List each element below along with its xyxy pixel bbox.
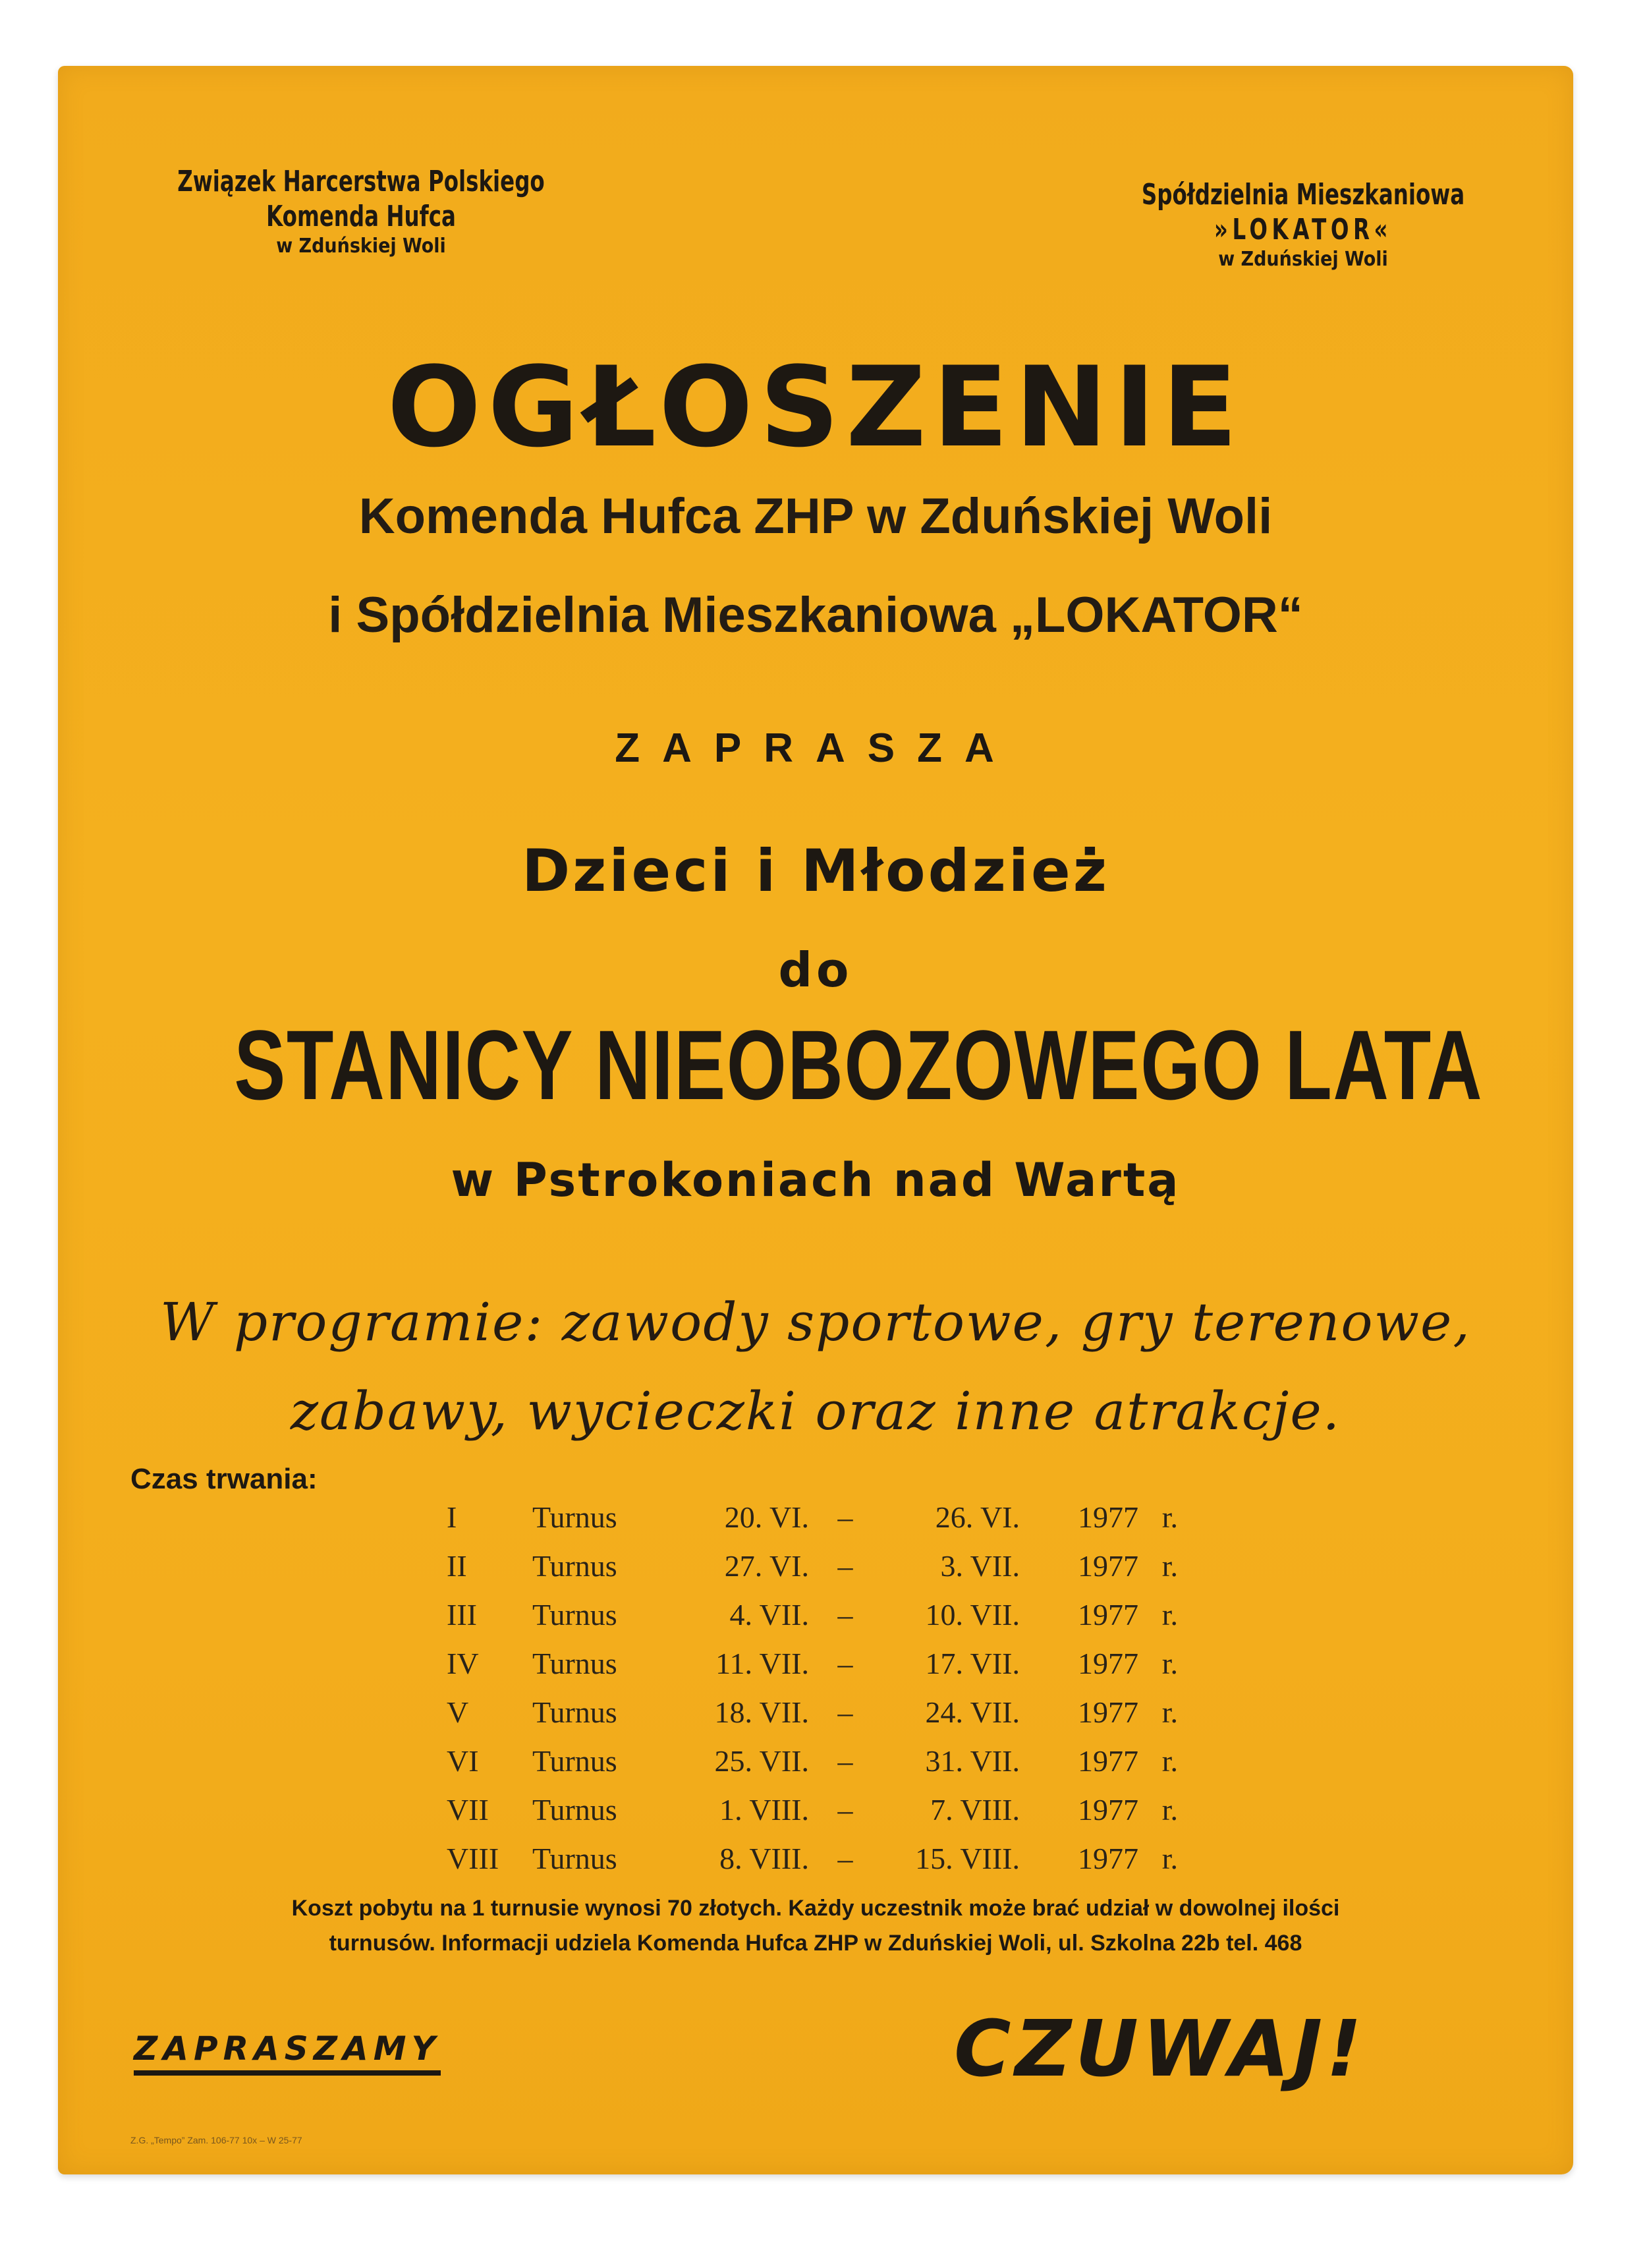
turnus-number: VI <box>447 1744 479 1778</box>
turnus-dash: – <box>837 1597 853 1631</box>
turnus-year: 1977 <box>1078 1792 1138 1827</box>
turnus-dash: – <box>837 1841 853 1875</box>
invite-text: ZAPRASZA <box>615 725 1017 771</box>
turnus-dash: – <box>837 1548 853 1583</box>
duration-label: Czas trwania: <box>130 1463 318 1495</box>
location-text: w Pstrokoniach nad Wartą <box>451 1153 1181 1207</box>
header-left <box>130 165 592 258</box>
turnus-to: 3. VII. <box>940 1548 1020 1583</box>
turnus-year: 1977 <box>1078 1548 1138 1583</box>
turnus-number: III <box>447 1597 477 1631</box>
turnus-label: Turnus <box>532 1695 617 1729</box>
turnus-label: Turnus <box>532 1646 617 1680</box>
turnus-r: r. <box>1161 1841 1178 1875</box>
turnus-year: 1977 <box>1078 1841 1138 1875</box>
turnus-from: 18. VII. <box>714 1695 809 1729</box>
program-line1: W programie: zawody sportowe, gry terenowe, <box>160 1291 1471 1353</box>
turnus-from: 25. VII. <box>714 1744 809 1778</box>
turnus-label: Turnus <box>532 1744 617 1778</box>
turnus-row <box>447 1736 1178 1785</box>
turnus-to: 17. VII. <box>925 1646 1020 1680</box>
printer-imprint: Z.G. „Tempo” Zam. 106-77 10x – W 25-77 <box>130 2135 302 2145</box>
cost-note <box>58 1891 1573 1960</box>
page-title: OGŁOSZENIE <box>387 343 1244 472</box>
header-right-line3: w Zduńskiej Woli <box>1218 247 1388 271</box>
turnus-from: 11. VII. <box>715 1646 809 1680</box>
turnus-year: 1977 <box>1078 1597 1138 1631</box>
turnus-row <box>447 1834 1178 1883</box>
turnus-to: 24. VII. <box>925 1695 1020 1729</box>
header-right-line1: Spółdzielnia Mieszkaniowa <box>1141 178 1465 212</box>
turnus-label: Turnus <box>532 1548 617 1583</box>
turnus-r: r. <box>1161 1792 1178 1827</box>
turnus-r: r. <box>1161 1500 1178 1534</box>
turnus-number: VIII <box>447 1841 499 1875</box>
turnus-from: 20. VI. <box>724 1500 809 1534</box>
turnus-year: 1977 <box>1078 1500 1138 1534</box>
turnus-to: 15. VIII. <box>915 1841 1020 1875</box>
header-right <box>1073 178 1534 271</box>
turnus-row <box>447 1541 1178 1590</box>
turnus-dash: – <box>837 1500 853 1534</box>
audience-text: Dzieci i Młodzież <box>522 837 1109 905</box>
footer-zapraszamy: ZAPRASZAMY <box>134 2029 441 2076</box>
turnus-from: 8. VIII. <box>719 1841 809 1875</box>
turnus-r: r. <box>1161 1597 1178 1631</box>
turnus-number: VII <box>447 1792 489 1827</box>
cost-note-line2: turnusów. Informacji udziela Komenda Hufca ZHP w Zduńskiej Woli, ul. Szkolna 22b tel. 468 <box>329 1930 1302 1956</box>
header-right-line2: »LOKATOR« <box>1214 212 1393 246</box>
header-left-line2: Komenda Hufca <box>266 199 456 233</box>
turnus-row <box>447 1590 1178 1639</box>
turnus-dash: – <box>837 1792 853 1827</box>
turnus-row <box>447 1785 1178 1834</box>
organizers-line2: i Spółdzielnia Mieszkaniowa „LOKATOR“ <box>328 587 1303 643</box>
to-text: do <box>778 942 853 998</box>
poster <box>58 66 1573 2174</box>
turnus-year: 1977 <box>1078 1744 1138 1778</box>
cost-note-line1: Koszt pobytu na 1 turnusie wynosi 70 złotych. Każdy uczestnik może brać udział w dowolnej ilości <box>291 1896 1340 1921</box>
header-left-line3: w Zduńskiej Woli <box>276 234 446 258</box>
program-line2: zabawy, wycieczki oraz inne atrakcje. <box>290 1380 1341 1442</box>
turnus-number: V <box>447 1695 469 1729</box>
turnus-to: 26. VI. <box>935 1500 1020 1534</box>
organizers-line1: Komenda Hufca ZHP w Zduńskiej Woli <box>358 488 1273 544</box>
turnus-row <box>447 1687 1178 1736</box>
turnus-dash: – <box>837 1646 853 1680</box>
turnus-row <box>447 1492 1178 1541</box>
turnus-number: I <box>447 1500 457 1534</box>
turnus-from: 1. VIII. <box>719 1792 809 1827</box>
turnus-from: 27. VI. <box>724 1548 809 1583</box>
turnus-label: Turnus <box>532 1841 617 1875</box>
turnus-to: 31. VII. <box>925 1744 1020 1778</box>
event-title <box>58 1008 1573 1122</box>
turnus-table <box>447 1492 1178 1883</box>
turnus-year: 1977 <box>1078 1695 1138 1729</box>
turnus-dash: – <box>837 1744 853 1778</box>
footer-czuwaj: CZUWAJ! <box>954 2003 1366 2094</box>
turnus-number: IV <box>447 1646 479 1680</box>
turnus-label: Turnus <box>532 1792 617 1827</box>
turnus-label: Turnus <box>532 1500 617 1534</box>
turnus-r: r. <box>1161 1646 1178 1680</box>
turnus-r: r. <box>1161 1744 1178 1778</box>
turnus-number: II <box>447 1548 467 1583</box>
header-left-line1: Związek Harcerstwa Polskiego <box>177 165 545 198</box>
turnus-r: r. <box>1161 1695 1178 1729</box>
event-title-text: STANICY NIEOBOZOWEGO LATA <box>234 1009 1484 1120</box>
turnus-year: 1977 <box>1078 1646 1138 1680</box>
turnus-from: 4. VII. <box>729 1597 809 1631</box>
turnus-dash: – <box>837 1695 853 1729</box>
turnus-label: Turnus <box>532 1597 617 1631</box>
turnus-row <box>447 1639 1178 1687</box>
turnus-to: 7. VIII. <box>930 1792 1020 1827</box>
turnus-to: 10. VII. <box>925 1597 1020 1631</box>
turnus-r: r. <box>1161 1548 1178 1583</box>
